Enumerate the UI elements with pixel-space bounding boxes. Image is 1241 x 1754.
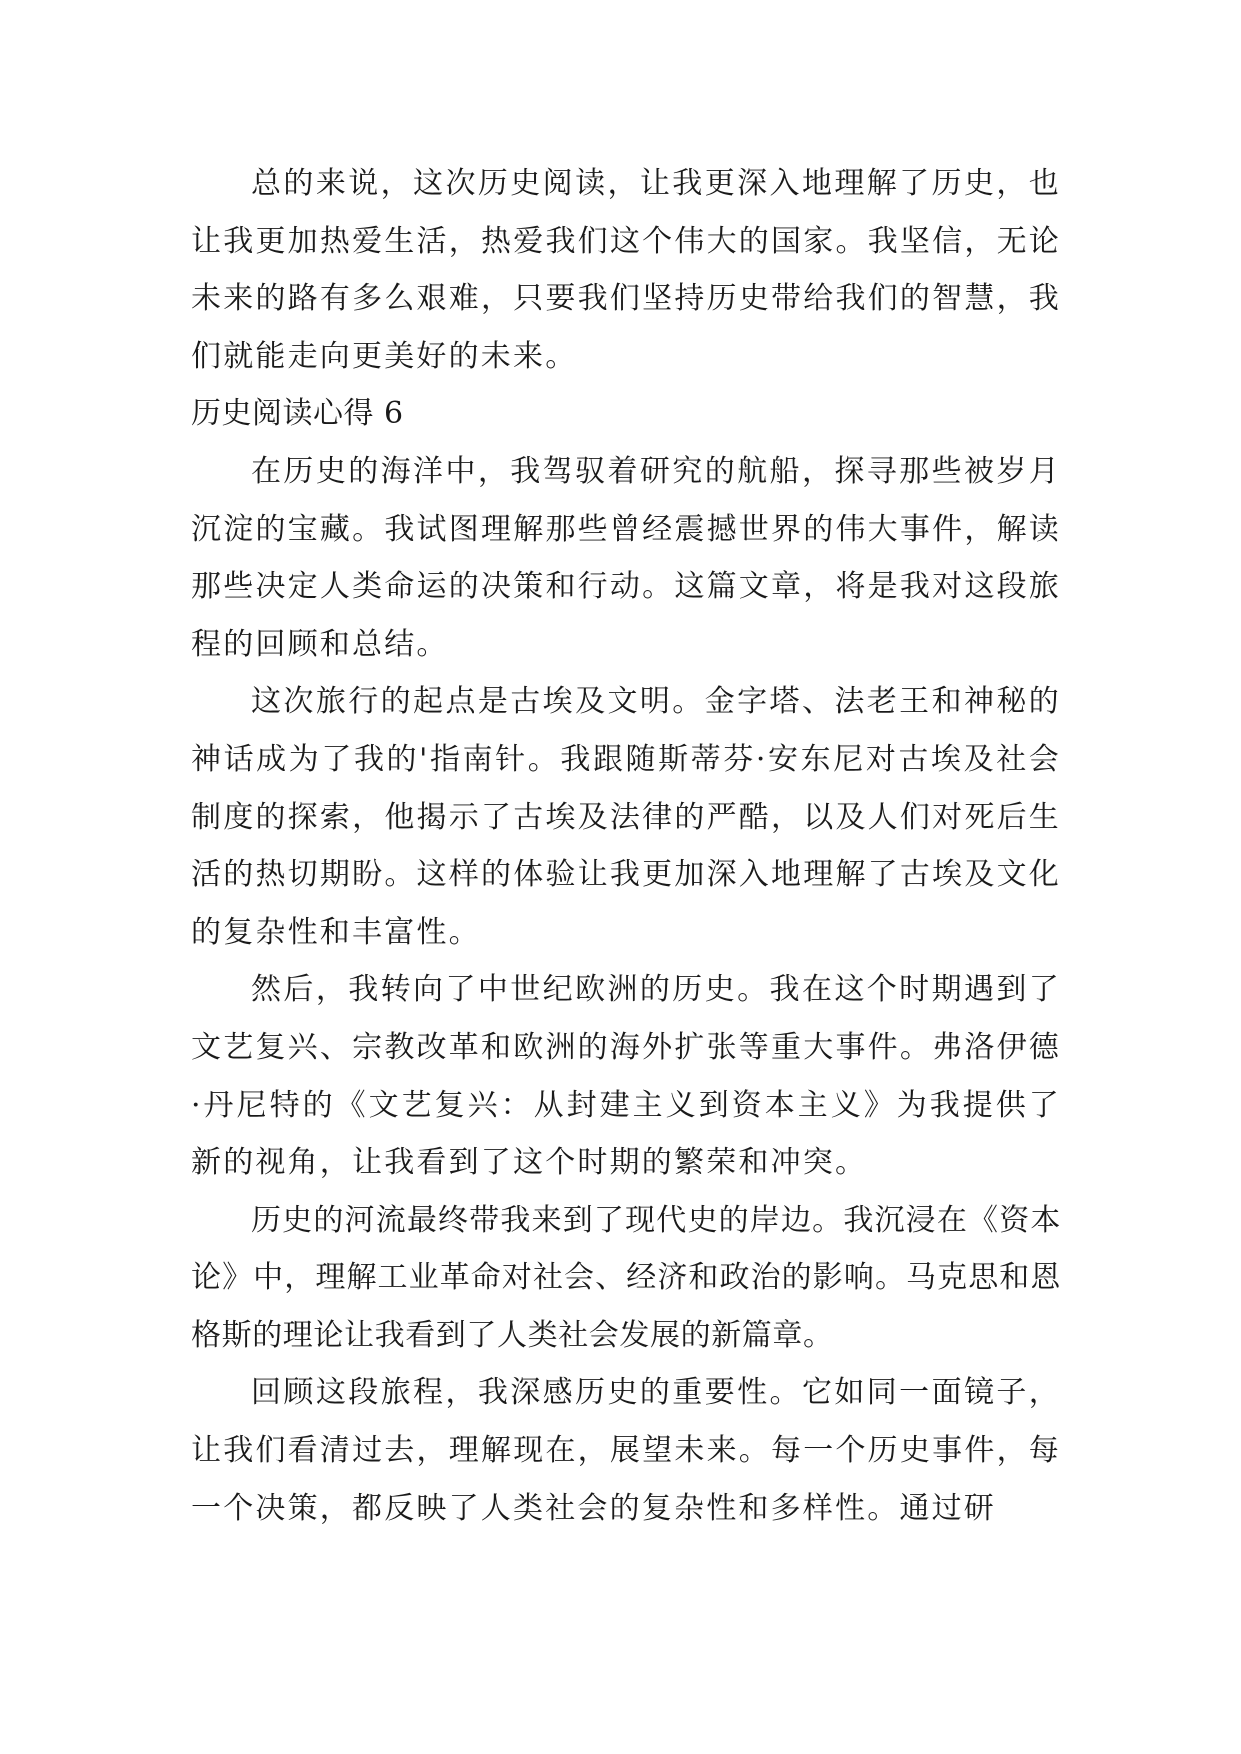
paragraph-medieval-europe: 然后，我转向了中世纪欧洲的历史。我在这个时期遇到了文艺复兴、宗教改革和欧洲的海外扩张等重大事件。弗洛伊德·丹尼特的《文艺复兴：从封建主义到资本主义》为我提供了新的视角，让我看到了这个时期的繁荣和冲突。	[191, 972, 1061, 1181]
section-heading: 历史阅读心得 6	[191, 396, 404, 432]
paragraph-reflection: 回顾这段旅程，我深感历史的重要性。它如同一面镜子，让我们看清过去，理解现在，展望未来。每一个历史事件，每一个决策，都反映了人类社会的复杂性和多样性。通过研	[191, 1375, 1061, 1526]
paragraph-modern-history: 历史的河流最终带我来到了现代史的岸边。我沉浸在《资本论》中，理解工业革命对社会、经济和政治的影响。马克思和恩格斯的理论让我看到了人类社会发展的新篇章。	[191, 1202, 1061, 1353]
paragraph-conclusion: 总的来说，这次历史阅读，让我更深入地理解了历史，也让我更加热爱生活，热爱我们这个伟大的国家。我坚信，无论未来的路有多么艰难，只要我们坚持历史带给我们的智慧，我们就能走向更美好的未来。	[191, 166, 1061, 374]
paragraph-intro: 在历史的海洋中，我驾驭着研究的航船，探寻那些被岁月沉淀的宝藏。我试图理解那些曾经震撼世界的伟大事件，解读那些决定人类命运的决策和行动。这篇文章，将是我对这段旅程的回顾和总结。	[191, 453, 1061, 662]
paragraph-ancient-egypt: 这次旅行的起点是古埃及文明。金字塔、法老王和神秘的神话成为了我的'指南针。我跟随斯蒂芬·安东尼对古埃及社会制度的探索，他揭示了古埃及法律的严酷，以及人们对死后生活的热切期盼。这样的体验让我更加深入地理解了古埃及文化的复杂性和丰富性。	[191, 684, 1061, 950]
document-body	[191, 155, 1061, 1537]
